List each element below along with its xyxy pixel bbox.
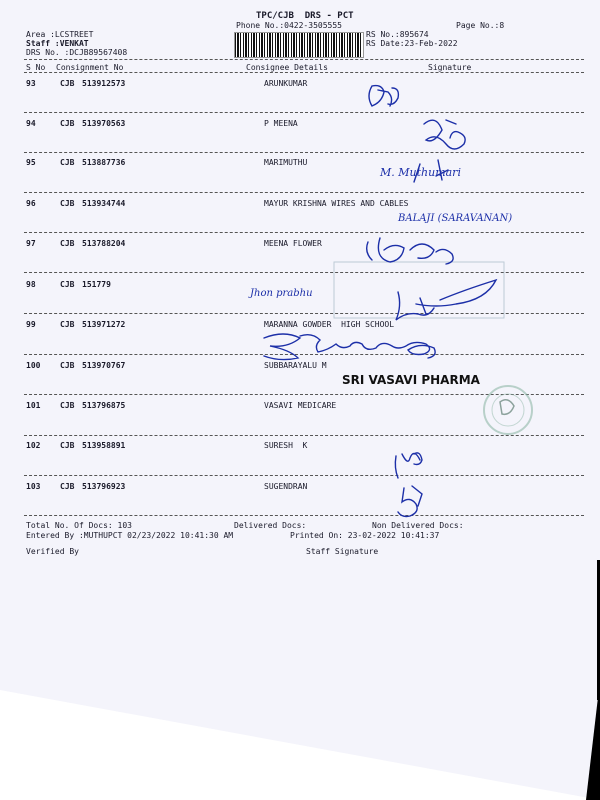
table-row (0, 482, 600, 492)
row-sno: 95 (26, 158, 36, 167)
row-sno: 102 (26, 441, 41, 450)
row-divider (24, 272, 584, 273)
row-consignment-number: 513796875 (82, 401, 126, 410)
row-sno: 93 (26, 79, 36, 88)
row-sno: 94 (26, 119, 36, 128)
row-consignment-number: 513934744 (82, 199, 126, 208)
non-delivered-docs: Non Delivered Docs: (372, 521, 464, 530)
row-consignment-number: 513970767 (82, 361, 126, 370)
scan-corner-bottom-left (0, 690, 600, 800)
column-header-divider (24, 72, 584, 73)
row-consignment-number: 513912573 (82, 79, 126, 88)
row-consignment-number: 151779 (82, 280, 111, 289)
barcode (234, 32, 364, 58)
row-code: CJB (60, 441, 75, 450)
delivered-docs: Delivered Docs: (234, 521, 307, 530)
column-header-consignment: Consignment No (56, 63, 124, 72)
table-row (0, 119, 600, 129)
row-sno: 96 (26, 199, 36, 208)
row-code: CJB (60, 158, 75, 167)
table-row (0, 361, 600, 371)
row-consignment-number: 513796923 (82, 482, 126, 491)
column-header-signature: Signature (428, 63, 472, 72)
row-consignment-number: 513970563 (82, 119, 126, 128)
row-sno: 99 (26, 320, 36, 329)
row-consignee: MARANNA GOWDER HIGH SCHOOL (264, 320, 395, 329)
handwriting-row-96: BALAJI (SARAVANAN) (398, 213, 513, 224)
table-row (0, 79, 600, 89)
row-divider (24, 354, 584, 355)
row-consignee: P MEENA (264, 119, 298, 128)
column-header-sno: S No (26, 63, 46, 72)
row-consignee: VASAVI MEDICARE (264, 401, 337, 410)
row-consignee: MEENA FLOWER (264, 239, 322, 248)
row-sno: 103 (26, 482, 41, 491)
row-sno: 97 (26, 239, 36, 248)
row-divider (24, 152, 584, 153)
row-code: CJB (60, 79, 75, 88)
row-divider (24, 435, 584, 436)
header-divider (24, 59, 584, 60)
row-code: CJB (60, 361, 75, 370)
handwriting-row-95: M. Muthumari (380, 166, 461, 179)
row-divider (24, 232, 584, 233)
verified-by: Verified By (26, 547, 79, 556)
row-sno: 98 (26, 280, 36, 289)
table-row (0, 320, 600, 330)
row-code: CJB (60, 482, 75, 491)
rs-date: RS Date:23-Feb-2022 (366, 39, 458, 48)
row-divider (24, 313, 584, 314)
row-divider (24, 192, 584, 193)
total-docs: Total No. Of Docs: 103 (26, 521, 132, 530)
printed-on: Printed On: 23-02-2022 10:41:37 (290, 531, 440, 540)
row-divider (24, 112, 584, 113)
row-code: CJB (60, 320, 75, 329)
handwriting-row-98: Jhon prabhu (250, 288, 313, 299)
staff-label: Staff :VENKAT (26, 39, 89, 48)
row-consignee: ARUNKUMAR (264, 79, 308, 88)
row-code: CJB (60, 401, 75, 410)
table-row (0, 239, 600, 249)
row-consignee: MARIMUTHU (264, 158, 308, 167)
row-code: CJB (60, 280, 75, 289)
row-consignment-number: 513788204 (82, 239, 126, 248)
table-row (0, 401, 600, 411)
row-code: CJB (60, 239, 75, 248)
table-row (0, 199, 600, 209)
entered-by: Entered By :MUTHUPCT 02/23/2022 10:41:30 AM (26, 531, 234, 540)
area-label: Area :LCSTREET (26, 30, 94, 39)
row-sno: 100 (26, 361, 41, 370)
row-sno: 101 (26, 401, 41, 410)
rs-number: RS No.:895674 (366, 30, 429, 39)
staff-signature-label: Staff Signature (306, 547, 379, 556)
pharma-stamp: SRI VASAVI PHARMA (342, 373, 480, 387)
row-code: CJB (60, 119, 75, 128)
drs-number: DRS No. :DCJB89567408 (26, 48, 128, 57)
phone-number: Phone No.:0422-3505555 (236, 21, 342, 30)
row-divider (24, 475, 584, 476)
row-consignment-number: 513958891 (82, 441, 126, 450)
row-divider (24, 394, 584, 395)
table-row (0, 441, 600, 451)
table-row (0, 158, 600, 168)
row-consignee: MAYUR KRISHNA WIRES AND CABLES (264, 199, 409, 208)
page-number: Page No.:8 (456, 21, 505, 30)
row-code: CJB (60, 199, 75, 208)
row-consignee: SUGENDRAN (264, 482, 308, 491)
row-consignee: SURESH K (264, 441, 308, 450)
row-consignment-number: 513971272 (82, 320, 126, 329)
signature-row-99 (264, 334, 435, 360)
sheet-title: TPC/CJB DRS - PCT (256, 11, 354, 21)
row-consignee: SUBBARAYALU M (264, 361, 327, 370)
column-header-consignee: Consignee Details (246, 63, 328, 72)
row-consignment-number: 513887736 (82, 158, 126, 167)
row-divider (24, 515, 584, 516)
